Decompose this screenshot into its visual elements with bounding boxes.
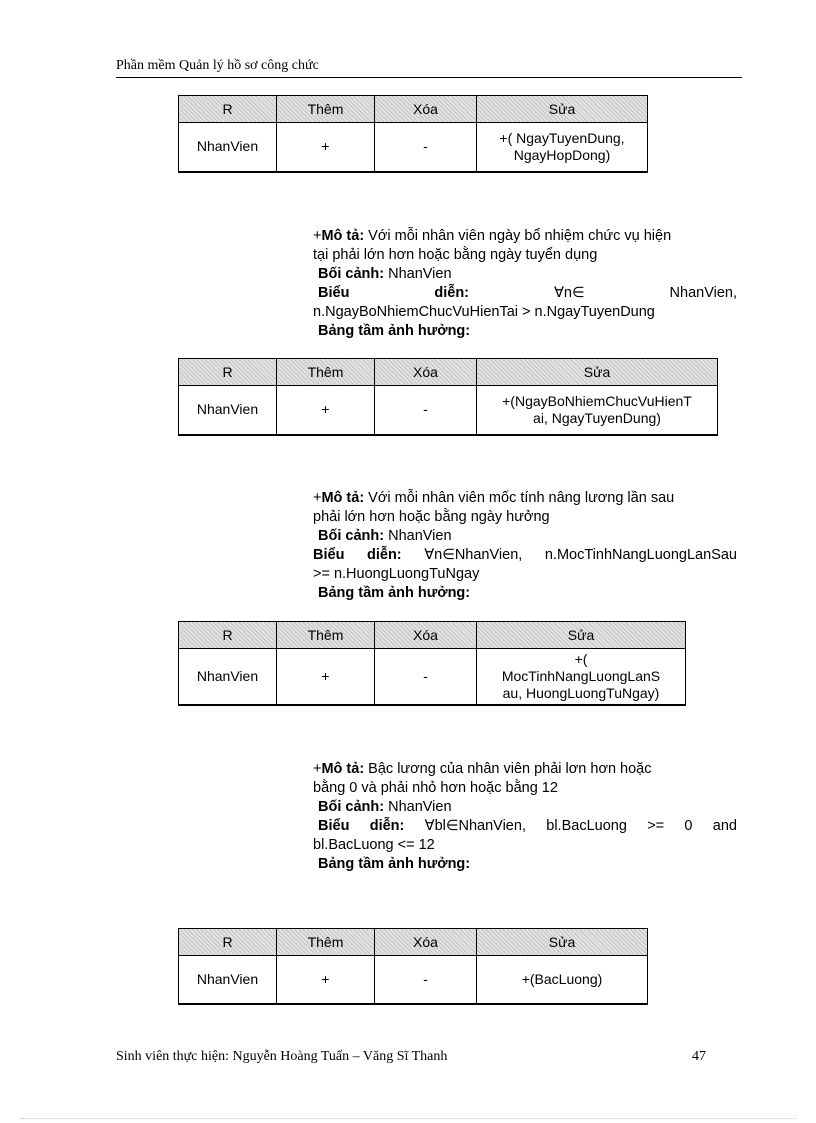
cell-sua-line: +(: [574, 650, 588, 667]
boi-canh-label: Bối cảnh:: [318, 266, 385, 282]
cell-sua-line: +(NgayBoNhiemChucVuHienT: [502, 392, 692, 409]
bang-anh-huong-label: [313, 322, 737, 341]
header-xoa: Xóa: [375, 96, 477, 123]
rule-description-2: [313, 489, 737, 603]
cell-sua: +(BacLuong): [477, 956, 648, 1004]
header-them: Thêm: [277, 929, 375, 956]
mo-ta-line: +Mô tả: Với mỗi nhân viên mốc tính nâng lương lần sau: [313, 490, 675, 506]
boi-canh-line: [313, 265, 737, 284]
table-header-row: [179, 359, 718, 386]
bieu-dien-text: >= n.HuongLuongTuNgay: [313, 566, 480, 582]
header-xoa: Xóa: [375, 359, 477, 386]
influence-table-3: [178, 621, 686, 706]
mo-ta-text: phải lớn hơn hoặc bằng ngày hưởng: [313, 509, 550, 525]
header-r: R: [179, 929, 277, 956]
table-row: [179, 649, 686, 705]
bieu-dien-label: Biểu diễn:: [313, 547, 402, 563]
bieu-dien-text: ∀n∈ NhanVien,: [553, 285, 737, 301]
bang-anh-huong-text: Bảng tầm ảnh hưởng:: [318, 323, 471, 339]
boi-canh-line: [313, 527, 737, 546]
cell-r: NhanVien: [179, 123, 277, 172]
bieu-dien-line: [313, 817, 737, 836]
header-r: R: [179, 359, 277, 386]
mo-ta-label: Mô tả:: [321, 228, 365, 244]
bieu-dien-text: bl.BacLuong <= 12: [313, 837, 435, 853]
table-header-row: [179, 622, 686, 649]
cell-them: +: [277, 956, 375, 1004]
cell-sua-line: NgayHopDong): [513, 146, 611, 163]
cell-sua: [477, 123, 648, 172]
rule-description-3: [313, 760, 737, 874]
header-sua: Sửa: [477, 359, 718, 386]
cell-xoa: -: [375, 956, 477, 1004]
header-them: Thêm: [277, 96, 375, 123]
table-header-row: [179, 96, 648, 123]
bieu-dien-line: [313, 546, 737, 565]
bang-anh-huong-text: Bảng tầm ảnh hưởng:: [318, 585, 471, 601]
cell-xoa: -: [375, 123, 477, 172]
cell-them: +: [277, 649, 375, 705]
header-r: R: [179, 96, 277, 123]
table-row: [179, 956, 648, 1004]
mo-ta-text: Với mỗi nhân viên ngày bổ nhiệm chức vụ hiện: [364, 228, 672, 244]
header-sua: Sửa: [477, 929, 648, 956]
cell-sua: [477, 386, 718, 435]
footer-author: Sinh viên thực hiện: Nguyễn Hoàng Tuấn – Văng Sĩ Thanh: [116, 1049, 448, 1064]
header-sua: Sửa: [477, 96, 648, 123]
table-row: [179, 123, 648, 172]
bieu-dien-label: Biểu diễn:: [318, 285, 470, 301]
page-header: Phần mềm Quản lý hồ sơ công chức: [116, 58, 319, 73]
boi-canh-value: NhanVien: [384, 528, 452, 544]
mo-ta-text: bằng 0 và phải nhỏ hơn hoặc bằng 12: [313, 780, 558, 796]
bang-anh-huong-label: [313, 584, 737, 603]
bieu-dien-text: ∀bl∈NhanVien, bl.BacLuong >= 0 and: [404, 818, 737, 834]
bieu-dien-label: Biểu diễn:: [318, 818, 405, 834]
boi-canh-line: [313, 798, 737, 817]
cell-xoa: -: [375, 386, 477, 435]
mo-ta-text: Bậc lương của nhân viên phải lơn hơn hoặc: [364, 761, 652, 777]
bang-anh-huong-text: Bảng tầm ảnh hưởng:: [318, 856, 471, 872]
bieu-dien-text: ∀n∈NhanVien, n.MocTinhNangLuongLanSau: [401, 547, 737, 563]
influence-table-1: [178, 95, 648, 173]
boi-canh-value: NhanVien: [384, 799, 452, 815]
bieu-dien-text: n.NgayBoNhiemChucVuHienTai > n.NgayTuyenDung: [313, 304, 655, 320]
mo-ta-line: +Mô tả: Bậc lương của nhân viên phải lơn hơn hoặc: [313, 761, 652, 777]
header-sua: Sửa: [477, 622, 686, 649]
header-them: Thêm: [277, 359, 375, 386]
cell-r: NhanVien: [179, 386, 277, 435]
cell-sua-line: MocTinhNangLuongLanS: [501, 667, 661, 684]
page-number: 47: [692, 1049, 706, 1064]
mo-ta-text: tại phải lớn hơn hoặc bằng ngày tuyển dụng: [313, 247, 598, 263]
cell-sua-line: +( NgayTuyenDung,: [499, 129, 625, 146]
cell-r: NhanVien: [179, 956, 277, 1004]
bottom-divider: [20, 1118, 796, 1119]
header-them: Thêm: [277, 622, 375, 649]
table-header-row: [179, 929, 648, 956]
influence-table-2: [178, 358, 718, 436]
mo-ta-text: Với mỗi nhân viên mốc tính nâng lương lần sau: [364, 490, 675, 506]
mo-ta-label: Mô tả:: [321, 490, 365, 506]
rule-description-1: [313, 227, 737, 341]
cell-sua-line: ai, NgayTuyenDung): [533, 409, 661, 426]
cell-them: +: [277, 123, 375, 172]
bieu-dien-line: [313, 284, 737, 303]
page-footer: [116, 1049, 742, 1065]
boi-canh-label: Bối cảnh:: [318, 528, 385, 544]
header-xoa: Xóa: [375, 622, 477, 649]
table-row: [179, 386, 718, 435]
bang-anh-huong-label: [313, 855, 737, 874]
influence-table-4: [178, 928, 648, 1005]
mo-ta-label: Mô tả:: [321, 761, 365, 777]
boi-canh-value: NhanVien: [384, 266, 452, 282]
cell-sua: [477, 649, 686, 705]
mo-ta-line: +Mô tả: Với mỗi nhân viên ngày bổ nhiệm chức vụ hiện: [313, 228, 672, 244]
header-xoa: Xóa: [375, 929, 477, 956]
cell-r: NhanVien: [179, 649, 277, 705]
header-r: R: [179, 622, 277, 649]
cell-them: +: [277, 386, 375, 435]
cell-xoa: -: [375, 649, 477, 705]
cell-sua-line: au, HuongLuongTuNgay): [502, 684, 660, 701]
header-divider: [116, 77, 742, 78]
boi-canh-label: Bối cảnh:: [318, 799, 385, 815]
